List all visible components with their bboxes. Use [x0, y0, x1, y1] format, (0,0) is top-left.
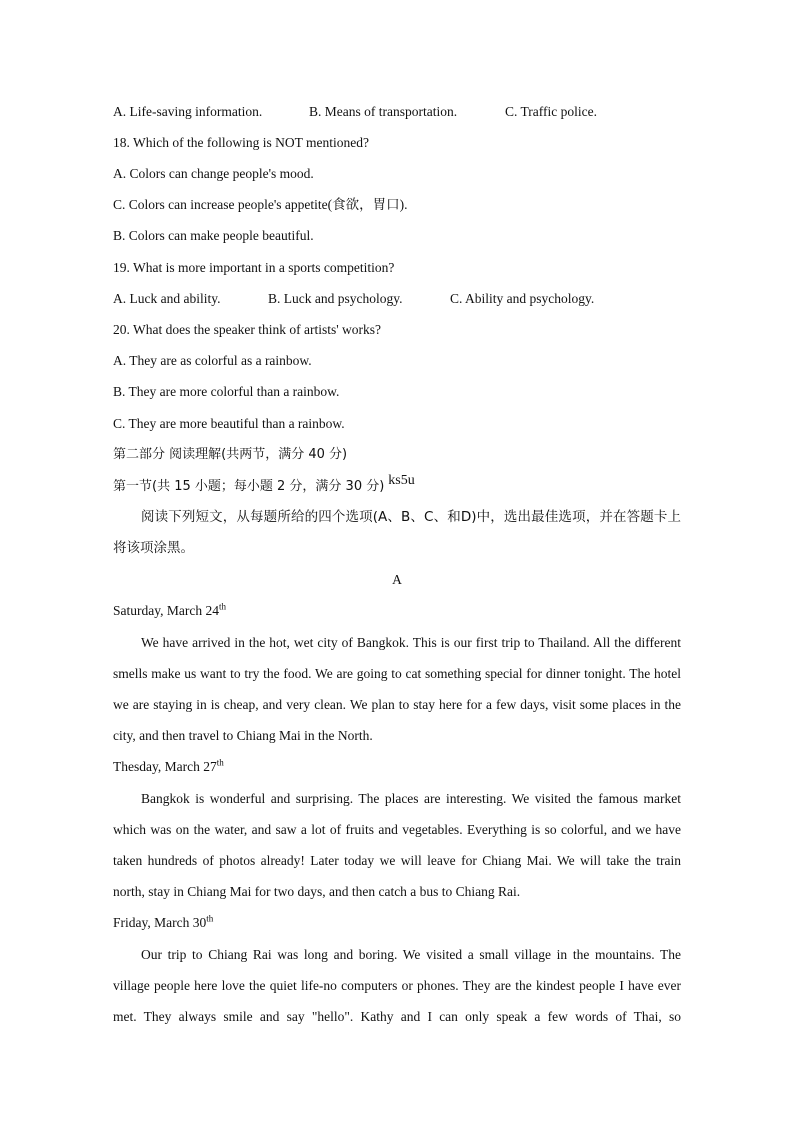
q18-question: 18. Which of the following is NOT mentioned? [113, 135, 369, 150]
entry-text: We have arrived in the hot, wet city of Bangkok. This is our first trip to Thailand. All the different smells make us want to try the food. We are going to cat something special for dinner tonight. The hotel we are staying in is cheap, and very clean. We plan to stay here for a few days, visit some places in the city, and then travel to Chiang Mai in the North. [113, 635, 681, 743]
q20-question: 20. What does the speaker think of artists' works? [113, 322, 381, 337]
entry-date-text: Thesday, March 27 [113, 759, 217, 774]
q19-question: 19. What is more important in a sports competition? [113, 260, 395, 275]
q17-option-b: B. Means of transportation. [309, 104, 458, 119]
q17-option-c: C. Traffic police. [505, 104, 597, 119]
q17-options [113, 103, 673, 121]
date-suffix: th [218, 601, 226, 612]
date-suffix: th [216, 757, 224, 768]
entry-text: Our trip to Chiang Rai was long and boring. We visited a small village in the mountains. The village people here love the quiet life-no computers or phones. They are the kindest people I have ever met. They always smile and say "hello". Kathy and I can only speak a few words of Thai, so [113, 947, 681, 1024]
entry-date [113, 758, 224, 776]
q20-option-a: A. They are as colorful as a rainbow. [113, 353, 312, 368]
q18-option-b: B. Colors can make people beautiful. [113, 228, 314, 243]
entry-text: Bangkok is wonderful and surprising. The places are interesting. We visited the famous market which was on the water, and saw a lot of fruits and vegetables. Everything is so colorful, and we have taken hundreds of photos already! Later today we will leave for Chiang Mai. We will take the train north, stay in Chiang Mai for two days, and then catch a bus to Chiang Rai. [113, 791, 681, 899]
q18-option-c: C. Colors can increase people's appetite(食欲，胃口). [113, 197, 408, 212]
q19-option-c: C. Ability and psychology. [450, 291, 595, 306]
entry-date-text: Saturday, March 24 [113, 603, 219, 618]
q19-option-a: A. Luck and ability. [113, 291, 221, 306]
q18-option-a: A. Colors can change people's mood. [113, 166, 314, 181]
q20-option-c: C. They are more beautiful than a rainbow. [113, 416, 345, 431]
instruction: 阅读下列短文，从每题所给的四个选项(A、B、C、和D)中，选出最佳选项，并在答题卡上将该项涂黑。 [113, 509, 681, 556]
entry-date [113, 914, 213, 932]
q20-option-b: B. They are more colorful than a rainbow. [113, 384, 340, 399]
part2-heading: 第二部分 阅读理解(共两节，满分 40 分) [113, 447, 348, 462]
passage-label: A [392, 572, 402, 587]
entry-date-text: Friday, March 30 [113, 915, 207, 930]
watermark: ks5u [388, 473, 415, 488]
q19-options [113, 290, 673, 308]
entry-date [113, 602, 226, 620]
q19-option-b: B. Luck and psychology. [268, 291, 403, 306]
q17-option-a: A. Life-saving information. [113, 104, 263, 119]
date-suffix: th [206, 913, 214, 924]
section1-heading: 第一节(共 15 小题；每小题 2 分，满分 30 分) [113, 479, 385, 494]
section1-heading-row [113, 473, 415, 496]
